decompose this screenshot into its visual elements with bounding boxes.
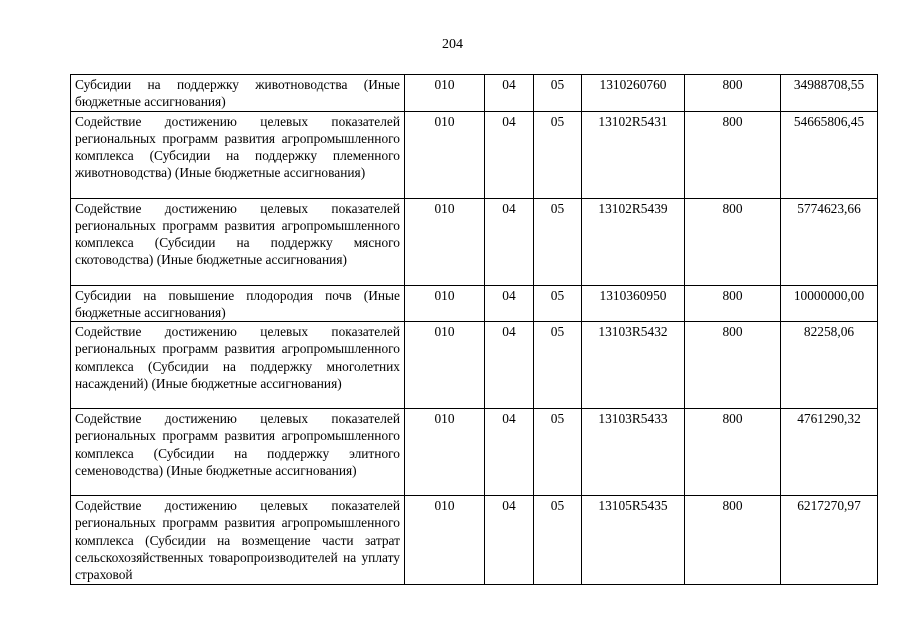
row-description: Содействие достижению целевых показателей региональных программ развития агропромышленного комплекса (Субсидии на поддержку многолетних насаждений) (Иные бюджетные ассигнования) <box>71 322 405 409</box>
budget-table <box>70 74 878 585</box>
expense-type-code: 800 <box>685 409 781 496</box>
subsection-code: 05 <box>534 198 582 285</box>
amount: 82258,06 <box>781 322 878 409</box>
table-row <box>71 111 878 198</box>
subsection-code: 05 <box>534 322 582 409</box>
table-row <box>71 198 878 285</box>
row-description: Содействие достижению целевых показателей региональных программ развития агропромышленного комплекса (Субсидии на поддержку элитного семеноводства) (Иные бюджетные ассигнования) <box>71 409 405 496</box>
expense-type-code: 800 <box>685 322 781 409</box>
target-article-code: 13102R5431 <box>582 111 685 198</box>
ministry-code: 010 <box>405 285 485 322</box>
row-description: Субсидии на повышение плодородия почв (Иные бюджетные ассигнования) <box>71 285 405 322</box>
table-row <box>71 496 878 584</box>
amount: 54665806,45 <box>781 111 878 198</box>
amount: 4761290,32 <box>781 409 878 496</box>
amount: 5774623,66 <box>781 198 878 285</box>
section-code: 04 <box>485 496 534 584</box>
expense-type-code: 800 <box>685 285 781 322</box>
section-code: 04 <box>485 111 534 198</box>
ministry-code: 010 <box>405 409 485 496</box>
expense-type-code: 800 <box>685 198 781 285</box>
subsection-code: 05 <box>534 111 582 198</box>
row-description: Содействие достижению целевых показателей региональных программ развития агропромышленного комплекса (Субсидии на поддержку мясного скотоводства) (Иные бюджетные ассигнования) <box>71 198 405 285</box>
ministry-code: 010 <box>405 496 485 584</box>
section-code: 04 <box>485 322 534 409</box>
expense-type-code: 800 <box>685 496 781 584</box>
amount: 34988708,55 <box>781 75 878 112</box>
section-code: 04 <box>485 198 534 285</box>
ministry-code: 010 <box>405 198 485 285</box>
row-description: Содействие достижению целевых показателей региональных программ развития агропромышленного комплекса (Субсидии на возмещение части затрат сельскохозяйственных товаропроизводителей на уплату страховой <box>71 496 405 584</box>
ministry-code: 010 <box>405 322 485 409</box>
table-row <box>71 75 878 112</box>
target-article-code: 1310360950 <box>582 285 685 322</box>
row-description: Содействие достижению целевых показателей региональных программ развития агропромышленного комплекса (Субсидии на поддержку племенного животноводства) (Иные бюджетные ассигнования) <box>71 111 405 198</box>
table-row <box>71 409 878 496</box>
subsection-code: 05 <box>534 409 582 496</box>
target-article-code: 13103R5433 <box>582 409 685 496</box>
section-code: 04 <box>485 75 534 112</box>
table-row <box>71 285 878 322</box>
target-article-code: 13105R5435 <box>582 496 685 584</box>
section-code: 04 <box>485 285 534 322</box>
ministry-code: 010 <box>405 111 485 198</box>
target-article-code: 13102R5439 <box>582 198 685 285</box>
subsection-code: 05 <box>534 285 582 322</box>
expense-type-code: 800 <box>685 111 781 198</box>
target-article-code: 1310260760 <box>582 75 685 112</box>
target-article-code: 13103R5432 <box>582 322 685 409</box>
subsection-code: 05 <box>534 75 582 112</box>
subsection-code: 05 <box>534 496 582 584</box>
amount: 10000000,00 <box>781 285 878 322</box>
amount: 6217270,97 <box>781 496 878 584</box>
page-number: 204 <box>442 37 463 52</box>
expense-type-code: 800 <box>685 75 781 112</box>
section-code: 04 <box>485 409 534 496</box>
row-description: Субсидии на поддержку животноводства (Иные бюджетные ассигнования) <box>71 75 405 112</box>
table-row <box>71 322 878 409</box>
ministry-code: 010 <box>405 75 485 112</box>
